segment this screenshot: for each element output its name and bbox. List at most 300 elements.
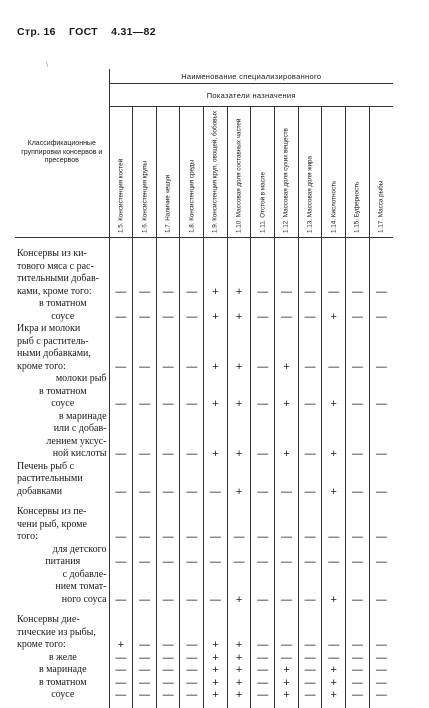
cell-mark (156, 373, 180, 386)
cell-mark (109, 248, 133, 261)
row-label: рыб с раститель- (15, 336, 109, 349)
cell-mark (369, 506, 393, 519)
cell-mark (109, 373, 133, 386)
cell-mark (109, 569, 133, 582)
cell-mark (180, 411, 204, 424)
cell-mark (322, 348, 346, 361)
cell-mark: — (346, 594, 370, 607)
cell-mark: — (346, 398, 370, 411)
cell-mark (369, 348, 393, 361)
cell-mark: + (204, 689, 228, 702)
cell-mark: + (227, 594, 251, 607)
row-label: Консервы из ки- (15, 248, 109, 261)
cell-mark (133, 348, 157, 361)
cell-mark: — (251, 594, 275, 607)
cell-mark: — (298, 311, 322, 324)
cell-mark (133, 461, 157, 474)
cell-mark (298, 348, 322, 361)
cell-mark (275, 473, 299, 486)
cell-mark (227, 569, 251, 582)
cell-mark: — (156, 652, 180, 665)
cell-mark: — (375, 485, 387, 498)
cell-mark: + (227, 652, 251, 665)
cell-mark (109, 298, 133, 311)
cell-mark: — (298, 556, 322, 569)
table-row (15, 436, 393, 449)
cell-mark: + (322, 398, 346, 411)
cell-mark (204, 261, 228, 274)
row-label: тового мяса с рас- (15, 261, 109, 274)
cell-mark (204, 336, 228, 349)
column-header (227, 107, 251, 238)
cell-mark: + (227, 677, 251, 690)
row-label: ками, кроме того: (15, 286, 109, 299)
cell-mark: — (133, 486, 157, 499)
cell-mark: — (251, 531, 275, 544)
cell-mark (346, 336, 370, 349)
row-label: молоки рыб (15, 373, 109, 386)
cell-mark (322, 423, 346, 436)
cell-mark: — (346, 664, 370, 677)
page-number: Стр. 16 (17, 26, 56, 38)
column-header-label: 1.7. Наличие чешуи (164, 174, 172, 233)
cell-mark (322, 411, 346, 424)
cell-mark (369, 336, 393, 349)
cell-mark: — (180, 486, 204, 499)
cell-mark: — (251, 556, 275, 569)
cell-mark (227, 423, 251, 436)
cell-mark (204, 581, 228, 594)
table-row (15, 311, 393, 324)
cell-mark (133, 248, 157, 261)
cell-mark: — (109, 594, 133, 607)
cell-mark: — (251, 664, 275, 677)
cell-mark (109, 386, 133, 399)
cell-mark (275, 614, 299, 627)
cell-mark: — (180, 398, 204, 411)
cell-mark (346, 544, 370, 557)
cell-mark: — (109, 531, 133, 544)
cell-mark (133, 336, 157, 349)
cell-mark: — (275, 286, 299, 299)
cell-mark: — (180, 286, 204, 299)
cell-mark (275, 248, 299, 261)
row-label: в томатном (15, 677, 109, 690)
cell-mark: — (375, 651, 387, 664)
cell-mark (275, 323, 299, 336)
table-row (15, 569, 393, 582)
cell-mark: — (180, 311, 204, 324)
cell-mark (156, 336, 180, 349)
cell-mark: — (109, 664, 133, 677)
cell-mark (204, 348, 228, 361)
cell-mark: — (133, 311, 157, 324)
cell-mark (275, 506, 299, 519)
cell-mark: — (156, 361, 180, 374)
cell-mark: + (204, 286, 228, 299)
table-row (15, 348, 393, 361)
table-row (15, 261, 393, 274)
cell-mark (227, 298, 251, 311)
cell-mark: — (322, 531, 346, 544)
cell-mark (369, 461, 393, 474)
cell-mark: + (204, 398, 228, 411)
cell-mark (227, 336, 251, 349)
column-header (275, 107, 299, 238)
cell-mark: — (180, 448, 204, 461)
cell-mark: — (298, 286, 322, 299)
cell-mark (346, 411, 370, 424)
cell-mark: + (227, 286, 251, 299)
cell-mark (322, 373, 346, 386)
cell-mark: — (133, 652, 157, 665)
cell-mark (298, 386, 322, 399)
cell-mark (204, 569, 228, 582)
cell-mark (227, 519, 251, 532)
row-label: с добавле- (15, 569, 109, 582)
cell-mark (298, 436, 322, 449)
cell-mark: — (156, 594, 180, 607)
cell-mark (156, 519, 180, 532)
cell-mark (227, 436, 251, 449)
column-header-label: 1.10. Массовая доля составных частей (235, 118, 243, 233)
cell-mark (298, 323, 322, 336)
row-label: нием томат- (15, 581, 109, 594)
cell-mark (251, 544, 275, 557)
column-header-label: 1.14. Кислотность (330, 180, 338, 233)
cell-mark (227, 473, 251, 486)
column-header-label: 1.8. Консистенция среды (188, 159, 196, 233)
cell-mark (275, 461, 299, 474)
cell-mark (251, 506, 275, 519)
cell-mark: + (275, 361, 299, 374)
cell-mark (180, 627, 204, 640)
cell-mark (251, 298, 275, 311)
cell-mark (180, 614, 204, 627)
column-header-label: 1.5. Консистенция костей (117, 158, 125, 233)
table-row (15, 448, 393, 461)
cell-mark (251, 461, 275, 474)
cell-mark: — (180, 531, 204, 544)
cell-mark (298, 627, 322, 640)
cell-mark (180, 519, 204, 532)
cell-mark: — (251, 286, 275, 299)
row-label: в маринаде (15, 411, 109, 424)
classify-header: Классификационные группировки консервов и пресервов (15, 69, 109, 238)
cell-mark (322, 461, 346, 474)
cell-mark (275, 336, 299, 349)
cell-mark (322, 569, 346, 582)
cell-mark (322, 436, 346, 449)
cell-mark: — (109, 486, 133, 499)
cell-mark (369, 373, 393, 386)
cell-mark: — (133, 448, 157, 461)
cell-mark (346, 248, 370, 261)
cell-mark: — (180, 361, 204, 374)
cell-mark: — (204, 556, 228, 569)
cell-mark (346, 261, 370, 274)
cell-mark (251, 273, 275, 286)
column-header (180, 107, 204, 238)
cell-mark (109, 506, 133, 519)
cell-mark (346, 506, 370, 519)
table-row (15, 652, 393, 665)
cell-mark (275, 386, 299, 399)
cell-mark (251, 336, 275, 349)
cell-mark (369, 273, 393, 286)
column-header (369, 107, 393, 238)
cell-mark: — (156, 286, 180, 299)
cell-mark (298, 248, 322, 261)
table-row (15, 423, 393, 436)
cell-mark: + (204, 677, 228, 690)
table-row (15, 461, 393, 474)
cell-mark (298, 411, 322, 424)
cell-mark: — (133, 286, 157, 299)
cell-mark: — (204, 594, 228, 607)
cell-mark (204, 519, 228, 532)
cell-mark: + (322, 486, 346, 499)
cell-mark (204, 411, 228, 424)
row-label: добавками (15, 486, 109, 499)
row-label: Икра и молоки (15, 323, 109, 336)
cell-mark: — (346, 448, 370, 461)
cell-mark: — (375, 448, 387, 460)
cell-mark (369, 423, 393, 436)
cell-mark: — (133, 398, 157, 411)
cell-mark (369, 569, 393, 582)
cell-mark (156, 273, 180, 286)
cell-mark (109, 423, 133, 436)
cell-mark: — (275, 531, 299, 544)
cell-mark (180, 473, 204, 486)
cell-mark: + (227, 639, 251, 652)
cell-mark: + (322, 594, 346, 607)
row-label: тические из рыбы, (15, 627, 109, 640)
cell-mark (133, 411, 157, 424)
row-label: в желе (15, 652, 109, 665)
cell-mark (133, 298, 157, 311)
cell-mark: — (109, 556, 133, 569)
cell-mark (180, 386, 204, 399)
table-row (15, 581, 393, 594)
table-row (15, 248, 393, 261)
cell-mark (227, 323, 251, 336)
cell-mark: — (346, 486, 370, 499)
row-label: соусе (15, 398, 109, 411)
cell-mark (322, 506, 346, 519)
cell-mark (369, 261, 393, 274)
cell-mark (204, 614, 228, 627)
standard-name: ГОСТ (68, 26, 98, 38)
cell-mark (109, 627, 133, 640)
cell-mark (227, 386, 251, 399)
cell-mark (251, 436, 275, 449)
cell-mark (133, 519, 157, 532)
table-row (15, 519, 393, 532)
cell-mark: + (227, 398, 251, 411)
cell-mark (227, 461, 251, 474)
cell-mark (109, 436, 133, 449)
cell-mark (346, 473, 370, 486)
cell-mark (298, 261, 322, 274)
column-header-label: 1.15. Буферность (353, 181, 361, 233)
cell-mark: — (133, 639, 157, 652)
cell-mark: — (180, 639, 204, 652)
cell-mark (180, 298, 204, 311)
cell-mark (251, 473, 275, 486)
cell-mark (133, 423, 157, 436)
cell-mark: — (346, 652, 370, 665)
cell-mark (156, 544, 180, 557)
cell-mark (227, 273, 251, 286)
cell-mark (275, 261, 299, 274)
cell-mark (369, 519, 393, 532)
column-header-label: 1.17. Масса рыбы (377, 180, 385, 233)
cell-mark: — (156, 531, 180, 544)
cell-mark: — (180, 556, 204, 569)
cell-mark: — (133, 556, 157, 569)
cell-mark (369, 298, 393, 311)
cell-mark: + (275, 689, 299, 702)
cell-mark: — (156, 677, 180, 690)
cell-mark (204, 473, 228, 486)
cell-mark (133, 614, 157, 627)
cell-mark: — (156, 639, 180, 652)
cell-mark (204, 544, 228, 557)
cell-mark: — (322, 556, 346, 569)
cell-mark (346, 298, 370, 311)
cell-mark (369, 411, 393, 424)
cell-mark (322, 336, 346, 349)
cell-mark (156, 436, 180, 449)
row-label: лением уксус- (15, 436, 109, 449)
row-label: питания (15, 556, 109, 569)
cell-mark: — (180, 689, 204, 702)
column-header (346, 107, 370, 238)
cell-mark (180, 581, 204, 594)
table-row (15, 373, 393, 386)
cell-mark: + (227, 361, 251, 374)
table-row (15, 286, 393, 299)
cell-mark: — (298, 448, 322, 461)
cell-mark: — (156, 664, 180, 677)
cell-mark (133, 627, 157, 640)
indicators-table (15, 69, 393, 708)
cell-mark: — (275, 556, 299, 569)
cell-mark: — (109, 311, 133, 324)
cell-mark: — (346, 677, 370, 690)
cell-mark (251, 261, 275, 274)
cell-mark (227, 348, 251, 361)
cell-mark (251, 519, 275, 532)
cell-mark (369, 627, 393, 640)
cell-mark (227, 544, 251, 557)
cell-mark: — (180, 664, 204, 677)
cell-mark: + (322, 311, 346, 324)
cell-mark: — (375, 664, 387, 676)
cell-mark (133, 436, 157, 449)
cell-mark (133, 506, 157, 519)
cell-mark: — (346, 556, 370, 569)
cell-mark: — (275, 639, 299, 652)
cell-mark: — (322, 286, 346, 299)
cell-mark: — (133, 677, 157, 690)
cell-mark: — (322, 361, 346, 374)
cell-mark: — (133, 664, 157, 677)
table-row (15, 594, 393, 607)
cell-mark (204, 423, 228, 436)
cell-mark: — (298, 639, 322, 652)
cell-mark (180, 544, 204, 557)
cell-mark: — (180, 677, 204, 690)
cell-mark (180, 261, 204, 274)
cell-mark (156, 248, 180, 261)
cell-mark (275, 519, 299, 532)
cell-mark (298, 473, 322, 486)
cell-mark (346, 461, 370, 474)
row-label: того: (15, 531, 109, 544)
cell-mark (369, 436, 393, 449)
cell-mark (369, 323, 393, 336)
cell-mark (322, 627, 346, 640)
cell-mark: — (346, 689, 370, 702)
cell-mark: — (180, 652, 204, 665)
cell-mark (204, 323, 228, 336)
cell-mark: — (298, 652, 322, 665)
cell-mark: — (156, 689, 180, 702)
cell-mark (346, 436, 370, 449)
cell-mark (227, 581, 251, 594)
cell-mark: — (251, 486, 275, 499)
cell-mark (227, 627, 251, 640)
cell-mark (204, 436, 228, 449)
cell-mark (156, 506, 180, 519)
table-row (15, 677, 393, 690)
cell-mark (109, 473, 133, 486)
table-row (15, 627, 393, 640)
cell-mark (298, 581, 322, 594)
cell-mark (346, 386, 370, 399)
cell-mark (156, 569, 180, 582)
cell-mark (156, 461, 180, 474)
cell-mark (298, 519, 322, 532)
cell-mark: — (275, 652, 299, 665)
cell-mark (109, 273, 133, 286)
cell-mark: — (109, 448, 133, 461)
table-subtitle: Показатели назначения (109, 84, 393, 107)
cell-mark (109, 261, 133, 274)
cell-mark (180, 273, 204, 286)
cell-mark (251, 423, 275, 436)
cell-mark: — (156, 448, 180, 461)
row-label: кроме того: (15, 639, 109, 652)
cell-mark: — (227, 556, 251, 569)
cell-mark (227, 248, 251, 261)
cell-mark (322, 323, 346, 336)
cell-mark (156, 386, 180, 399)
cell-mark (275, 423, 299, 436)
cell-mark (109, 336, 133, 349)
cell-mark: — (322, 639, 346, 652)
cell-mark: + (275, 398, 299, 411)
cell-mark (251, 627, 275, 640)
table-row (15, 506, 393, 519)
cell-mark (156, 581, 180, 594)
row-label: Печень рыб с (15, 461, 109, 474)
cell-mark: — (375, 593, 387, 606)
cell-mark (133, 473, 157, 486)
